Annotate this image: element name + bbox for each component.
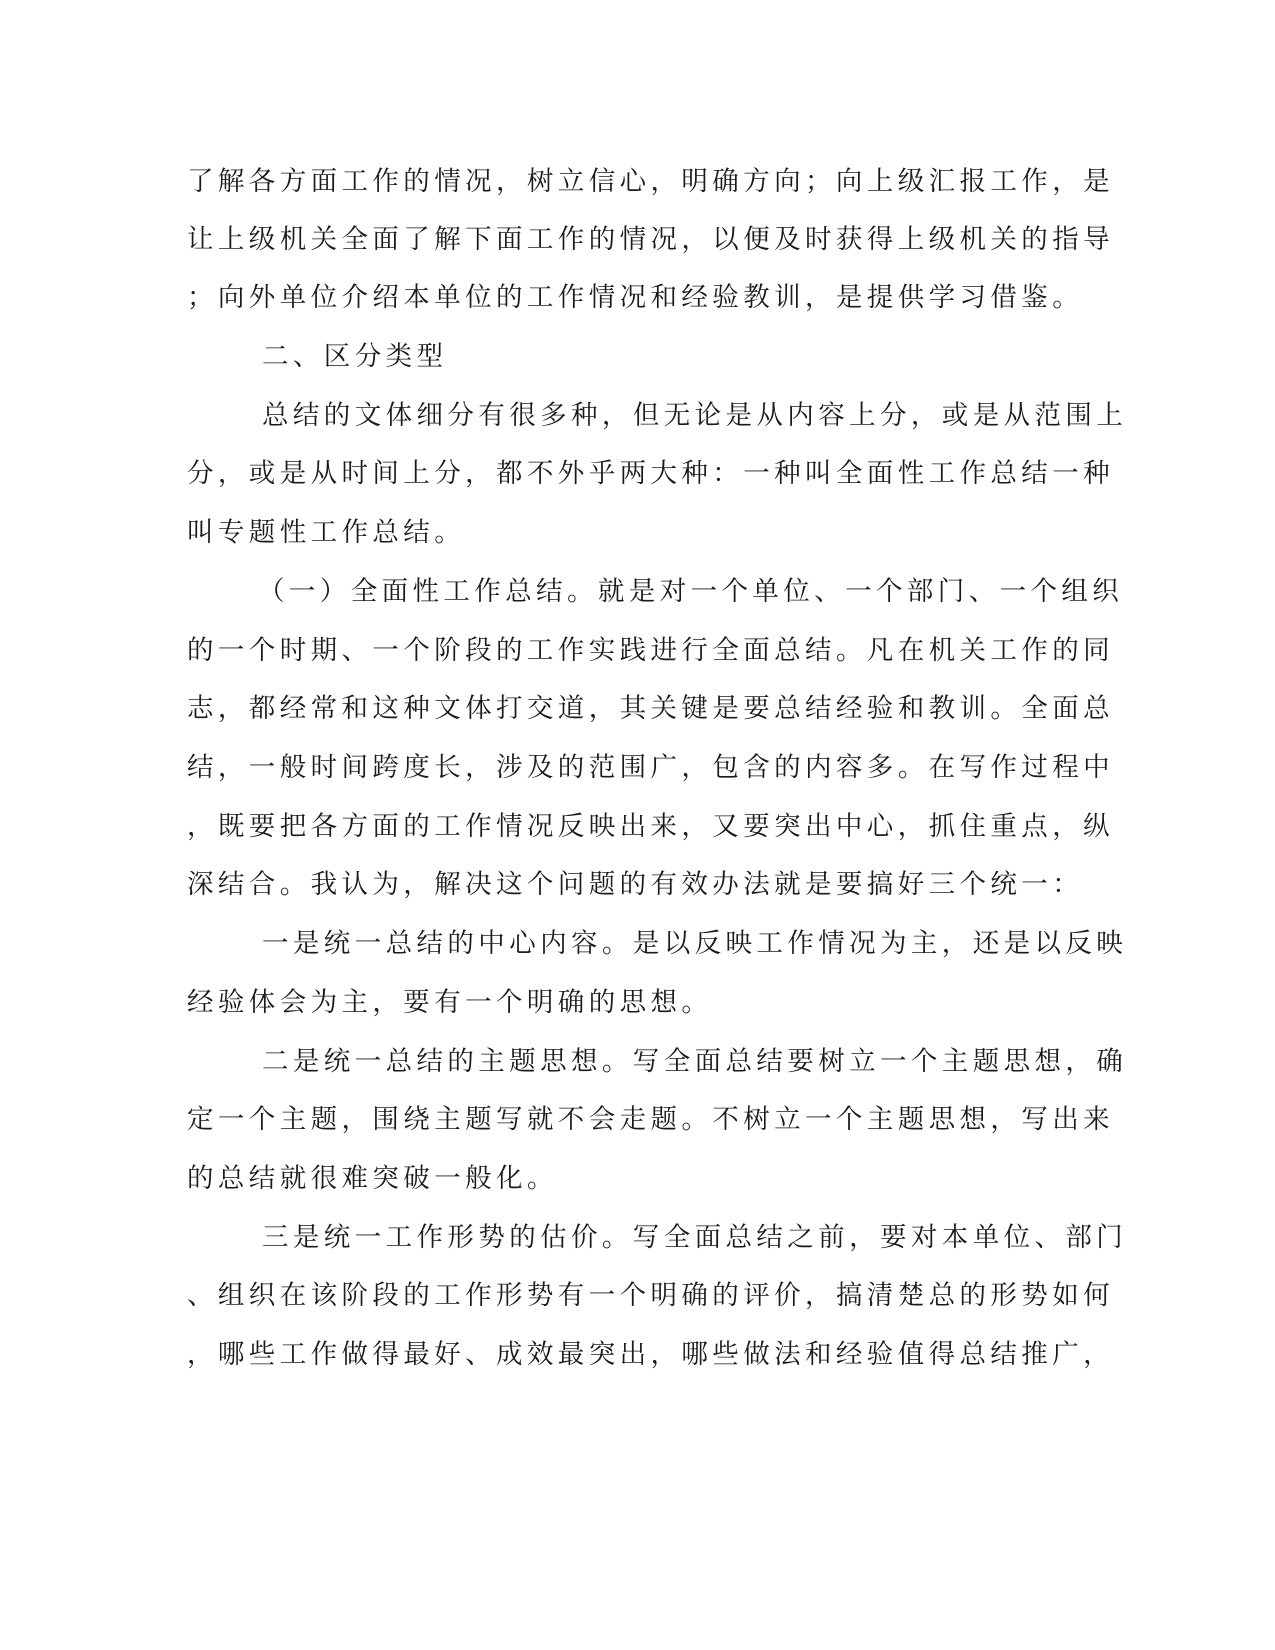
text-line: 让上级机关全面了解下面工作的情况，以便及时获得上级机关的指导 <box>187 224 1114 255</box>
text-line: 的一个时期、一个阶段的工作实践进行全面总结。凡在机关工作的同 <box>187 635 1114 666</box>
text-line: 深结合。我认为，解决这个问题的有效办法就是要搞好三个统一： <box>187 869 1084 900</box>
text-line: 总结的文体细分有很多种，但无论是从内容上分，或是从范围上 <box>262 400 1128 431</box>
text-line: 经验体会为主，要有一个明确的思想。 <box>187 987 713 1018</box>
section-heading: 二、区分类型 <box>262 341 448 372</box>
text-line: 叫专题性工作总结。 <box>187 517 466 548</box>
text-line: 了解各方面工作的情况，树立信心，明确方向；向上级汇报工作，是 <box>187 166 1114 197</box>
text-line: 三是统一工作形势的估价。写全面总结之前，要对本单位、部门 <box>262 1222 1128 1253</box>
text-line: ，哪些工作做得最好、成效最突出，哪些做法和经验值得总结推广， <box>187 1339 1114 1370</box>
text-line: 、组织在该阶段的工作形势有一个明确的评价，搞清楚总的形势如何 <box>187 1280 1114 1311</box>
subsection-heading: （一）全面性工作总结。就是对一个单位、一个部门、一个组织 <box>258 576 1124 607</box>
text-line: 定一个主题，围绕主题写就不会走题。不树立一个主题思想，写出来 <box>187 1104 1114 1135</box>
text-line: 志，都经常和这种文体打交道，其关键是要总结经验和教训。全面总 <box>187 693 1114 724</box>
text-line: ；向外单位介绍本单位的工作情况和经验教训，是提供学习借鉴。 <box>187 282 1084 313</box>
text-line: 二是统一总结的主题思想。写全面总结要树立一个主题思想，确 <box>262 1046 1128 1077</box>
text-line: 结，一般时间跨度长，涉及的范围广，包含的内容多。在写作过程中 <box>187 752 1114 783</box>
text-line: 一是统一总结的中心内容。是以反映工作情况为主，还是以反映 <box>262 928 1128 959</box>
text-line: ，既要把各方面的工作情况反映出来，又要突出中心，抓住重点，纵 <box>187 811 1114 842</box>
text-line: 分，或是从时间上分，都不外乎两大种：一种叫全面性工作总结一种 <box>187 458 1114 489</box>
text-line: 的总结就很难突破一般化。 <box>187 1163 558 1194</box>
